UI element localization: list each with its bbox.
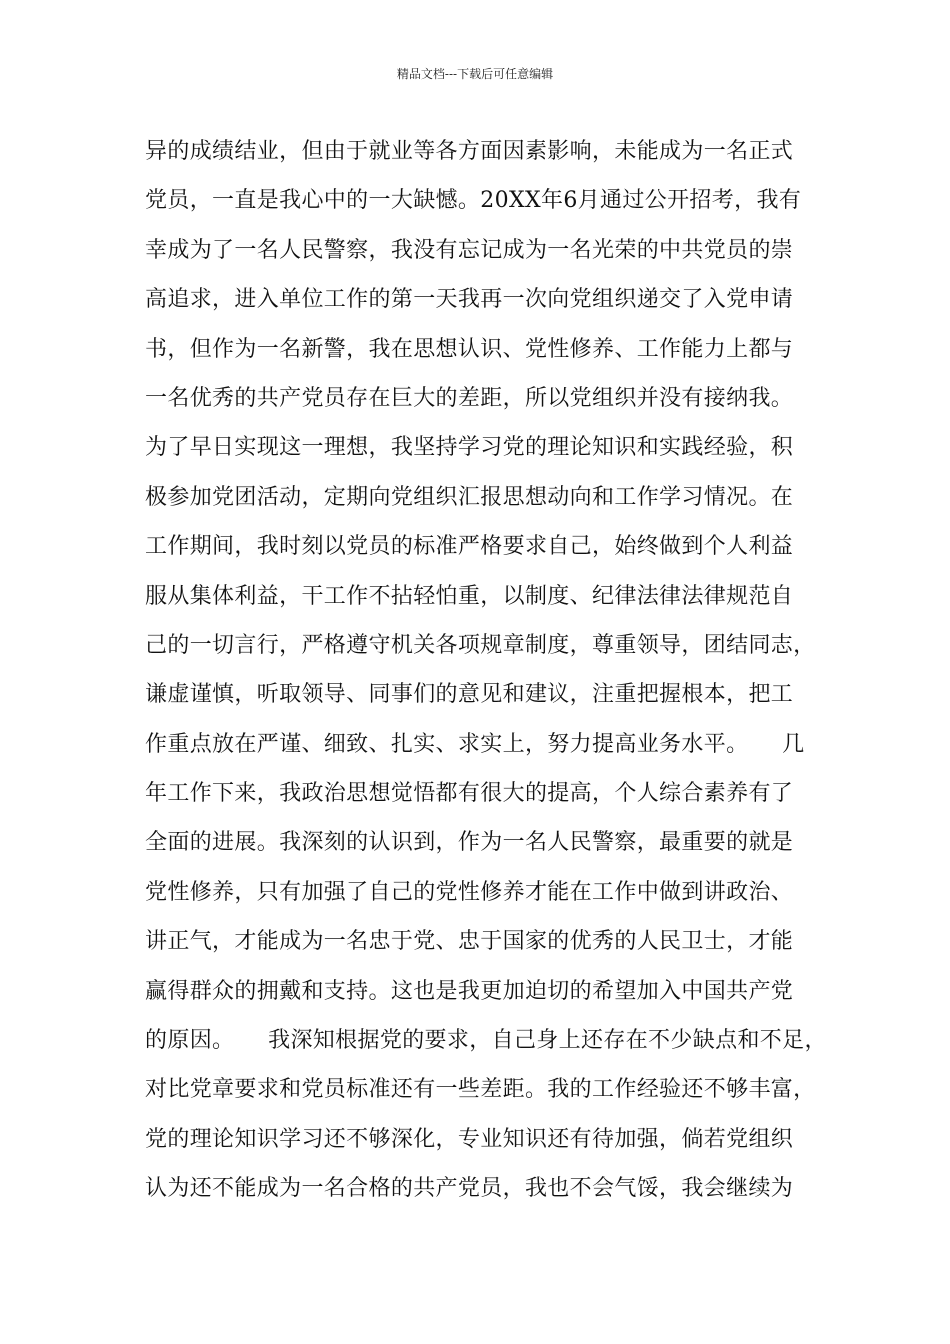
- text-line: 为了早日实现这一理想，我坚持学习党的理论知识和实践经验，积: [145, 435, 794, 461]
- text-line: 书，但作为一名新警，我在思想认识、党性修养、工作能力上都与: [145, 336, 794, 362]
- text-line: 己的一切言行，严格遵守机关各项规章制度，尊重领导，团结同志，: [145, 632, 816, 658]
- text-line: 讲正气，才能成为一名忠于党、忠于国家的优秀的人民卫士，才能: [145, 929, 794, 955]
- text-line: 党员，一直是我心中的一大缺憾。20XX年6月通过公开招考，我有: [145, 188, 802, 214]
- text-line: 党的理论知识学习还不够深化，专业知识还有待加强，倘若党组织: [145, 1126, 794, 1152]
- text-line: 的原因。 我深知根据党的要求，自己身上还存在不少缺点和不足，: [145, 1028, 827, 1054]
- text-line: 全面的进展。我深刻的认识到，作为一名人民警察，最重要的就是: [145, 830, 794, 856]
- text-line: 谦虚谨慎，听取领导、同事们的意见和建议，注重把握根本，把工: [145, 682, 794, 708]
- text-line: 工作期间，我时刻以党员的标准严格要求自己，始终做到个人利益: [145, 534, 794, 560]
- text-line: 异的成绩结业，但由于就业等各方面因素影响，未能成为一名正式: [145, 139, 794, 164]
- text-line: 幸成为了一名人民警察，我没有忘记成为一名光荣的中共党员的崇: [145, 237, 794, 263]
- body-text: [145, 132, 827, 1219]
- text-line: 党性修养，只有加强了自己的党性修养才能在工作中做到讲政治、: [145, 879, 794, 905]
- page-header: 精品文档---下载后可任意编辑: [396, 67, 554, 81]
- text-line: 一名优秀的共产党员存在巨大的差距，所以党组织并没有接纳我。: [145, 385, 794, 411]
- text-line: 认为还不能成为一名合格的共产党员，我也不会气馁，我会继续为: [145, 1176, 794, 1202]
- text-line: 赢得群众的拥戴和支持。这也是我更加迫切的希望加入中国共产党: [145, 978, 794, 1004]
- text-line: 对比党章要求和党员标准还有一些差距。我的工作经验还不够丰富，: [145, 1077, 816, 1103]
- text-line: 服从集体利益，干工作不拈轻怕重，以制度、纪律法律法律规范自: [145, 583, 794, 609]
- text-line: 作重点放在严谨、细致、扎实、求实上，努力提高业务水平。 几: [145, 731, 805, 757]
- text-line: 年工作下来，我政治思想觉悟都有很大的提高，个人综合素养有了: [145, 781, 794, 807]
- text-line: 极参加党团活动，定期向党组织汇报思想动向和工作学习情况。在: [145, 484, 794, 510]
- text-line: 高追求，进入单位工作的第一天我再一次向党组织递交了入党申请: [145, 287, 794, 313]
